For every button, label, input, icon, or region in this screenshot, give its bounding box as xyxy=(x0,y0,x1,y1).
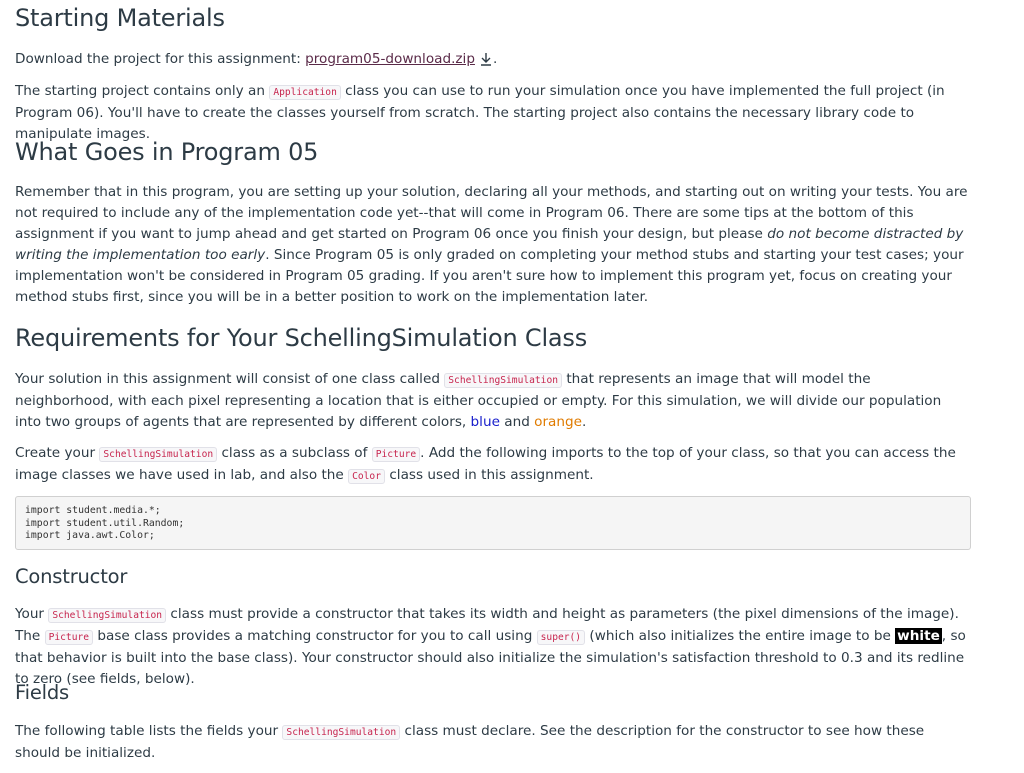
code-line: import student.media.*; xyxy=(25,505,161,516)
imports-code-block xyxy=(15,496,971,550)
download-link[interactable]: program05-download.zip xyxy=(305,51,475,67)
code-line: import java.awt.Color; xyxy=(25,530,155,542)
requirements-paragraph: Your solution in this assignment will consist of one class called SchellingSimulation that represents an image that will model the neighborhood, with each pixel representing a location that is either occupied or empty. For this simulation, we will divide our population into two groups of agents that are represented by different colors, blue and orange. xyxy=(15,371,942,430)
fields-paragraph: The following table lists the fields your SchellingSimulation class must declare. See the description for the constructor to see how these should be initialized. xyxy=(15,723,925,761)
schelling-code: SchellingSimulation xyxy=(48,608,166,623)
blue-label: blue xyxy=(470,414,500,430)
color-code: Color xyxy=(348,469,385,484)
schelling-code: SchellingSimulation xyxy=(444,373,562,388)
starting-materials-heading: Starting Materials xyxy=(15,4,225,32)
schelling-code: SchellingSimulation xyxy=(99,447,217,462)
subclass-paragraph: Create your SchellingSimulation class as a subclass of Picture . Add the following imports to the top of your class, so that you can access the image classes we have used in lab, and also the Color class used in this assignment. xyxy=(15,445,956,483)
starting-project-paragraph: The starting project contains only an Application class you can use to run your simulation once you have implemented the full project (in Program 06). You'll have to create the classes yourself from scratch. The starting project also contains the necessary library code to manipulate images. xyxy=(15,83,945,142)
picture-code: Picture xyxy=(372,447,420,462)
download-text: Download the project for this assignment: xyxy=(15,51,306,67)
emphasis-text: do not become distracted by writing the implementation too early xyxy=(15,226,964,263)
download-icon[interactable] xyxy=(479,52,493,73)
constructor-heading: Constructor xyxy=(15,565,128,588)
schelling-code: SchellingSimulation xyxy=(282,725,400,740)
code-line: import student.util.Random; xyxy=(25,517,185,529)
super-code: super() xyxy=(537,630,585,645)
requirements-heading: Requirements for Your SchellingSimulation Class xyxy=(15,324,588,352)
picture-code: Picture xyxy=(45,630,93,645)
white-highlight: white xyxy=(897,628,940,644)
download-suffix: . xyxy=(492,51,498,67)
what-goes-paragraph: Remember that in this program, you are setting up your solution, declaring all your methods, and starting out on writing your tests. You are not required to include any of the implementation code yet--that will come in Program 06. There are some tips at the bottom of this assignment if you want to jump ahead and get started on Program 06 once you finish your design, but please do not become distracted by writing the implementation too early. Since Program 05 is only graded on completing your method stubs and starting your test cases; your implementation won't be considered in Program 05 grading. If you aren't sure how to implement this program yet, focus on creating your method stubs first, since you will be in a better position to work on the implementation later. xyxy=(15,184,968,305)
orange-label: orange xyxy=(534,414,582,430)
download-paragraph xyxy=(15,49,970,73)
fields-heading: Fields xyxy=(15,681,69,704)
constructor-paragraph: Your SchellingSimulation class must provide a constructor that takes its width and height as parameters (the pixel dimensions of the image). The Picture base class provides a matching constructor for you to call using super() (which also initializes the entire image to be white , so that behavior is built into the base class). Your constructor should also initialize the simulation's satisfaction threshold to 0.3 and its redline to zero (see fields, below). xyxy=(15,606,966,687)
application-code: Application xyxy=(269,85,341,100)
what-goes-heading: What Goes in Program 05 xyxy=(15,138,319,166)
